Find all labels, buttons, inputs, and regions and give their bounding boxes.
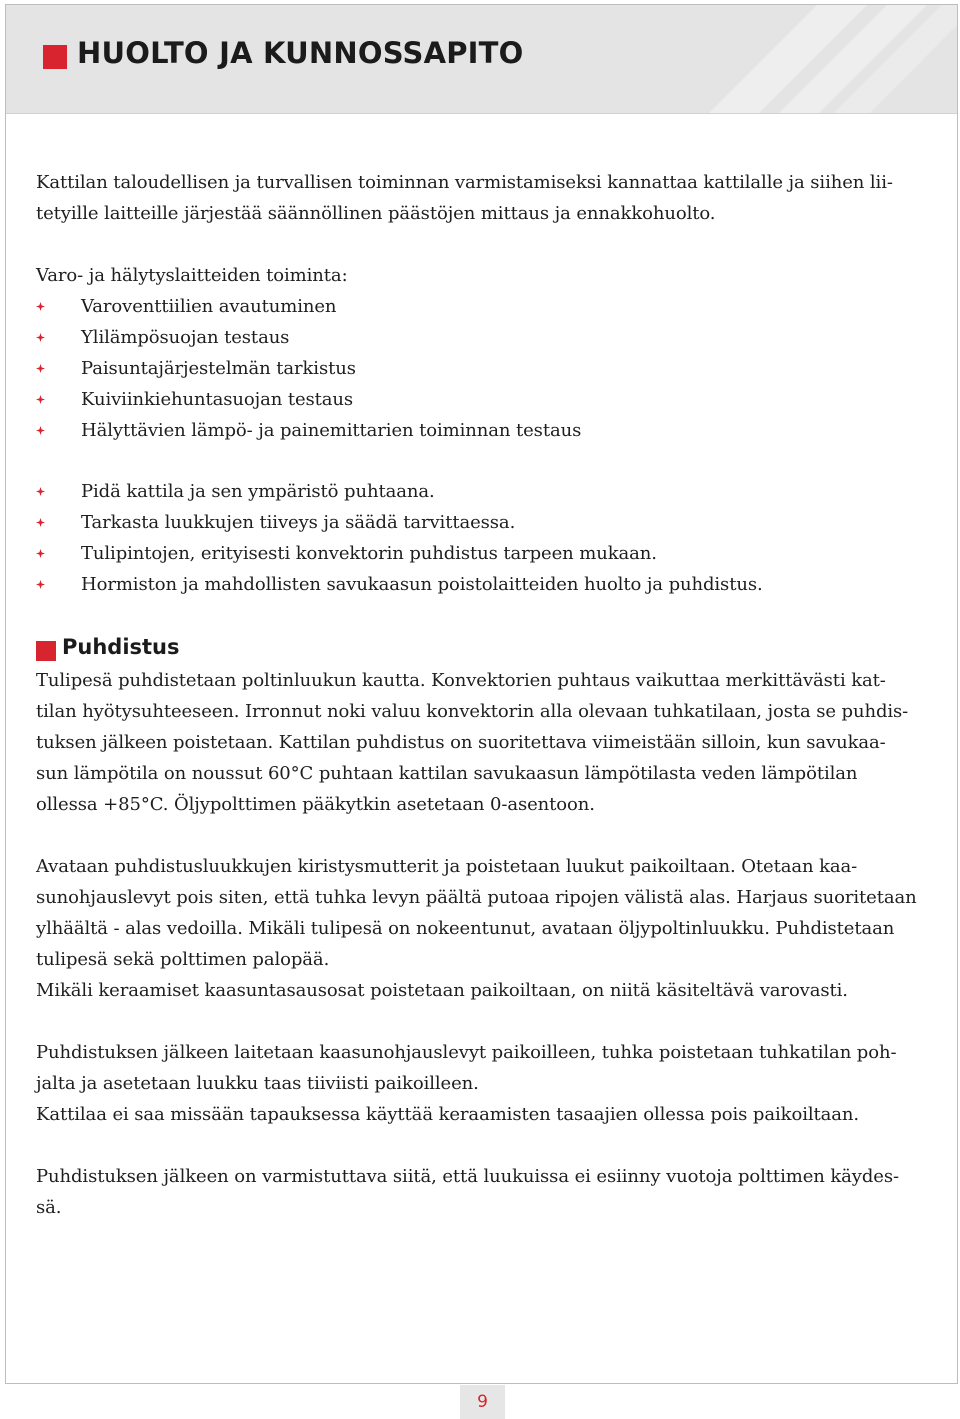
list-item: Hälyttävien lämpö- ja painemittarien toiminnan testaus (36, 415, 931, 446)
bullet-icon (36, 487, 45, 496)
page-title: HUOLTO JA KUNNOSSAPITO (77, 36, 524, 70)
bullet-icon (36, 302, 45, 311)
bullet-icon (36, 580, 45, 589)
safety-heading: Varo- ja hälytyslaitteiden toiminta: (36, 265, 348, 286)
text-line: Kattilaa ei saa missään tapauksessa käyttää keraamisten tasaajien ollessa pois paikoiltaan. (36, 1104, 860, 1125)
cleaning-paragraph-2 (36, 851, 931, 1006)
list-item: Paisuntajärjestelmän tarkistus (36, 353, 931, 384)
list-item: Varoventtiilien avautuminen (36, 291, 931, 322)
cleaning-paragraph-3 (36, 1037, 931, 1130)
list-item: Pidä kattila ja sen ympäristö puhtaana. (36, 476, 931, 507)
text-line: ollessa +85°C. Öljypolttimen pääkytkin asetetaan 0-asentoon. (36, 794, 595, 815)
text-line: Mikäli keraamiset kaasuntasausosat poistetaan paikoiltaan, on niitä käsiteltävä varovasti. (36, 980, 848, 1001)
intro-line-2: tetyille laitteille järjestää säännöllinen päästöjen mittaus ja ennakkohuolto. (36, 203, 716, 224)
header-red-square-icon (43, 45, 67, 69)
page-header (6, 5, 957, 114)
text-line: sun lämpötila on noussut 60°C puhtaan kattilan savukaasun lämpötilasta veden lämpötilan (36, 763, 858, 784)
bullet-icon (36, 426, 45, 435)
text-line: Tulipesä puhdistetaan poltinluukun kautta. Konvektorien puhtaus vaikuttaa merkittävästi kat- (36, 670, 886, 691)
text-line: tilan hyötysuhteeseen. Irronnut noki valuu konvektorin alla olevaan tuhkatilaan, josta se puhdis- (36, 701, 909, 722)
bullet-icon (36, 395, 45, 404)
section-red-square-icon (36, 641, 56, 661)
text-line: Puhdistuksen jälkeen on varmistuttava siitä, että luukuissa ei esiinny vuotoja polttimen käydes- (36, 1166, 899, 1187)
list-item: Tulipintojen, erityisesti konvektorin puhdistus tarpeen mukaan. (36, 538, 931, 569)
cleaning-section-header (36, 633, 931, 665)
text-line: ylhäältä - alas vedoilla. Mikäli tulipesä on nokeentunut, avataan öljypoltinluukku. Puhdistetaan (36, 918, 895, 939)
main-content (36, 167, 931, 1223)
text-line: tuksen jälkeen poistetaan. Kattilan puhdistus on suoritettava viimeistään silloin, kun savukaa- (36, 732, 886, 753)
text-line: tulipesä sekä polttimen palopää. (36, 949, 330, 970)
safety-list (36, 291, 931, 446)
text-line: Puhdistuksen jälkeen laitetaan kaasunohjauslevyt paikoilleen, tuhka poistetaan tuhkatilan poh- (36, 1042, 897, 1063)
bullet-icon (36, 518, 45, 527)
intro-line-1: Kattilan taloudellisen ja turvallisen toiminnan varmistamiseksi kannattaa kattilalle ja siihen lii- (36, 172, 893, 193)
list-item: Kuiviinkiehuntasuojan testaus (36, 384, 931, 415)
text-line: jalta ja asetetaan luukku taas tiiviisti paikoilleen. (36, 1073, 479, 1094)
cleaning-paragraph-1 (36, 665, 931, 820)
section-title: Puhdistus (62, 635, 180, 659)
list-item: Tarkasta luukkujen tiiveys ja säädä tarvittaessa. (36, 507, 931, 538)
page-number: 9 (460, 1385, 505, 1419)
bullet-icon (36, 333, 45, 342)
cleaning-paragraph-4 (36, 1161, 931, 1223)
diagonal-stripes-decoration (697, 5, 957, 113)
text-line: Avataan puhdistusluukkujen kiristysmutterit ja poistetaan luukut paikoiltaan. Otetaan kaa- (36, 856, 858, 877)
bullet-icon (36, 364, 45, 373)
bullet-icon (36, 549, 45, 558)
maintenance-list (36, 476, 931, 600)
list-item: Hormiston ja mahdollisten savukaasun poistolaitteiden huolto ja puhdistus. (36, 569, 931, 600)
list-item: Ylilämpösuojan testaus (36, 322, 931, 353)
text-line: sä. (36, 1197, 62, 1218)
text-line: sunohjauslevyt pois siten, että tuhka levyn päältä putoaa ripojen välistä alas. Harjaus suoritetaan (36, 887, 917, 908)
